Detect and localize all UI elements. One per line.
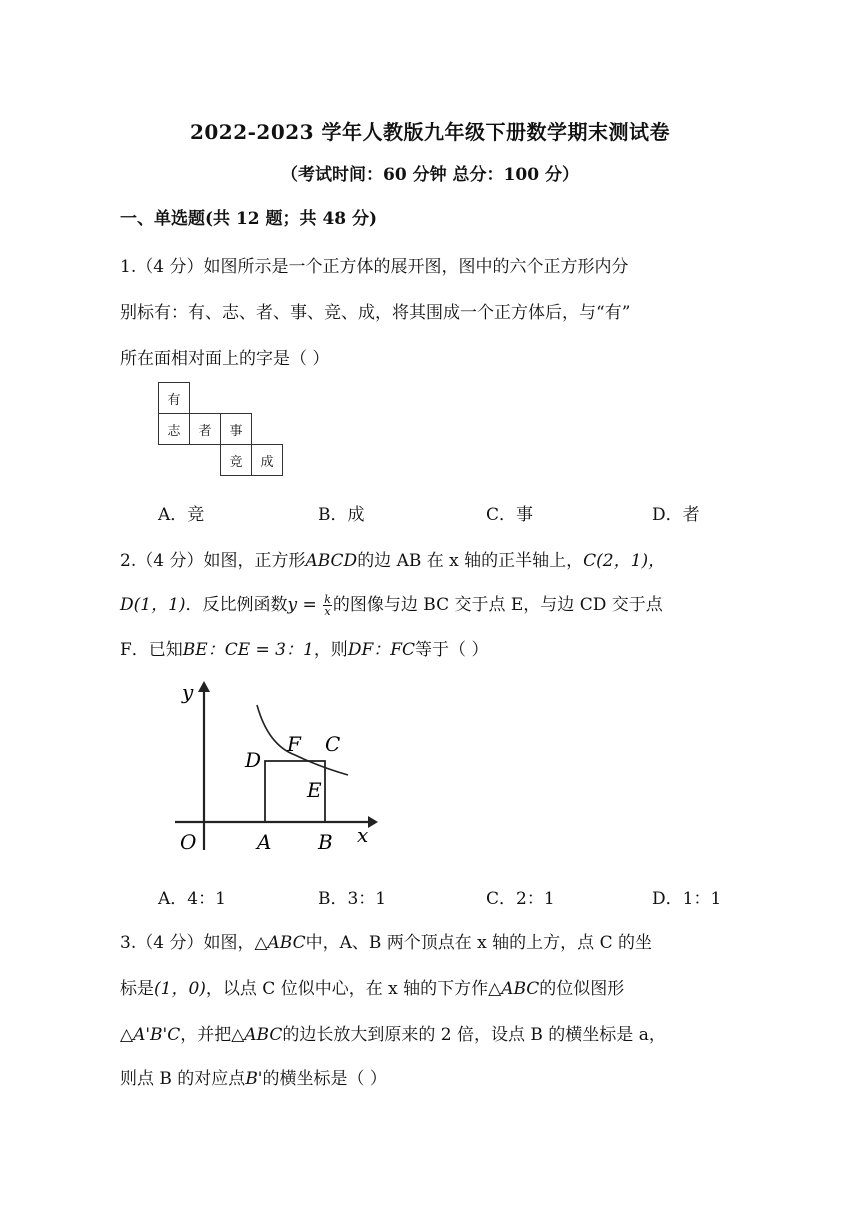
q2-text-line-2: D(1，1)．反比例函数y = $\frac{k}{x}$ 的图像与边 BC 交于点 E，与边 CD 交于点 — [120, 593, 663, 618]
q1-text-line-3: 所在面相对面上的字是（ ） — [120, 349, 330, 369]
q1-text-line-2: 别标有：有、志、者、事、竞、成，将其围成一个正方体后，与“有” — [120, 303, 631, 323]
x-axis-arrow — [368, 816, 378, 828]
label-x: x — [357, 823, 369, 847]
q3-text-line-4: 则点 B 的对应点B'的横坐标是（ ） — [120, 1069, 387, 1089]
net-cell: 志 — [158, 413, 190, 445]
net-cell: 竞 — [220, 444, 252, 476]
q2-option-d[interactable]: D．1：1 — [652, 889, 722, 909]
label-y: y — [182, 680, 194, 704]
y-axis-arrow — [198, 681, 210, 692]
label-c: C — [325, 732, 341, 756]
q1-option-a[interactable]: A．竞 — [158, 505, 205, 525]
label-d: D — [245, 748, 262, 772]
q1-option-c[interactable]: C．事 — [486, 505, 534, 525]
net-cell: 者 — [189, 413, 221, 445]
label-a: A — [257, 830, 272, 854]
q3-text-line-1: 3.（4 分）如图，△ABC中，A、B 两个顶点在 x 轴的上方，点 C 的坐 — [120, 933, 652, 953]
page-title: 2022-2023 学年人教版九年级下册数学期末测试卷 — [189, 120, 671, 144]
q3-text-line-2: 标是(1，0)，以点 C 位似中心，在 x 轴的下方作△ABC的位似图形 — [120, 979, 625, 999]
q2-text-line-1: 2.（4 分）如图，正方形ABCD的边 AB 在 x 轴的正半轴上，C(2，1)， — [120, 551, 666, 571]
q1-option-d[interactable]: D．者 — [652, 505, 700, 525]
q2-option-a[interactable]: A．4：1 — [158, 889, 226, 909]
net-cell: 事 — [220, 413, 252, 445]
q2-option-c[interactable]: C．2：1 — [486, 889, 555, 909]
label-e: E — [307, 778, 322, 802]
q1-text-line-1: 1.（4 分）如图所示是一个正方体的展开图，图中的六个正方形内分 — [120, 257, 629, 277]
label-f: F — [287, 732, 301, 756]
q2-geometry-figure — [160, 675, 380, 855]
section-heading: 一、单选题(共 12 题；共 48 分) — [120, 209, 378, 229]
q2-option-b[interactable]: B．3：1 — [318, 889, 387, 909]
net-cell: 有 — [158, 382, 190, 414]
exam-info: （考试时间：60 分钟 总分：100 分） — [281, 165, 579, 185]
fraction-k-over-x: $\frac{k}{x}$ — [324, 593, 331, 618]
label-b: B — [318, 830, 333, 854]
q2-text-line-3: F．已知BE：CE = 3：1，则DF：FC等于（ ） — [120, 640, 489, 660]
q3-text-line-3: △A'B'C，并把△ABC的边长放大到原来的 2 倍，设点 B 的横坐标是 a， — [120, 1025, 666, 1045]
q1-option-b[interactable]: B．成 — [318, 505, 365, 525]
label-o: O — [180, 830, 197, 854]
net-cell: 成 — [251, 444, 283, 476]
